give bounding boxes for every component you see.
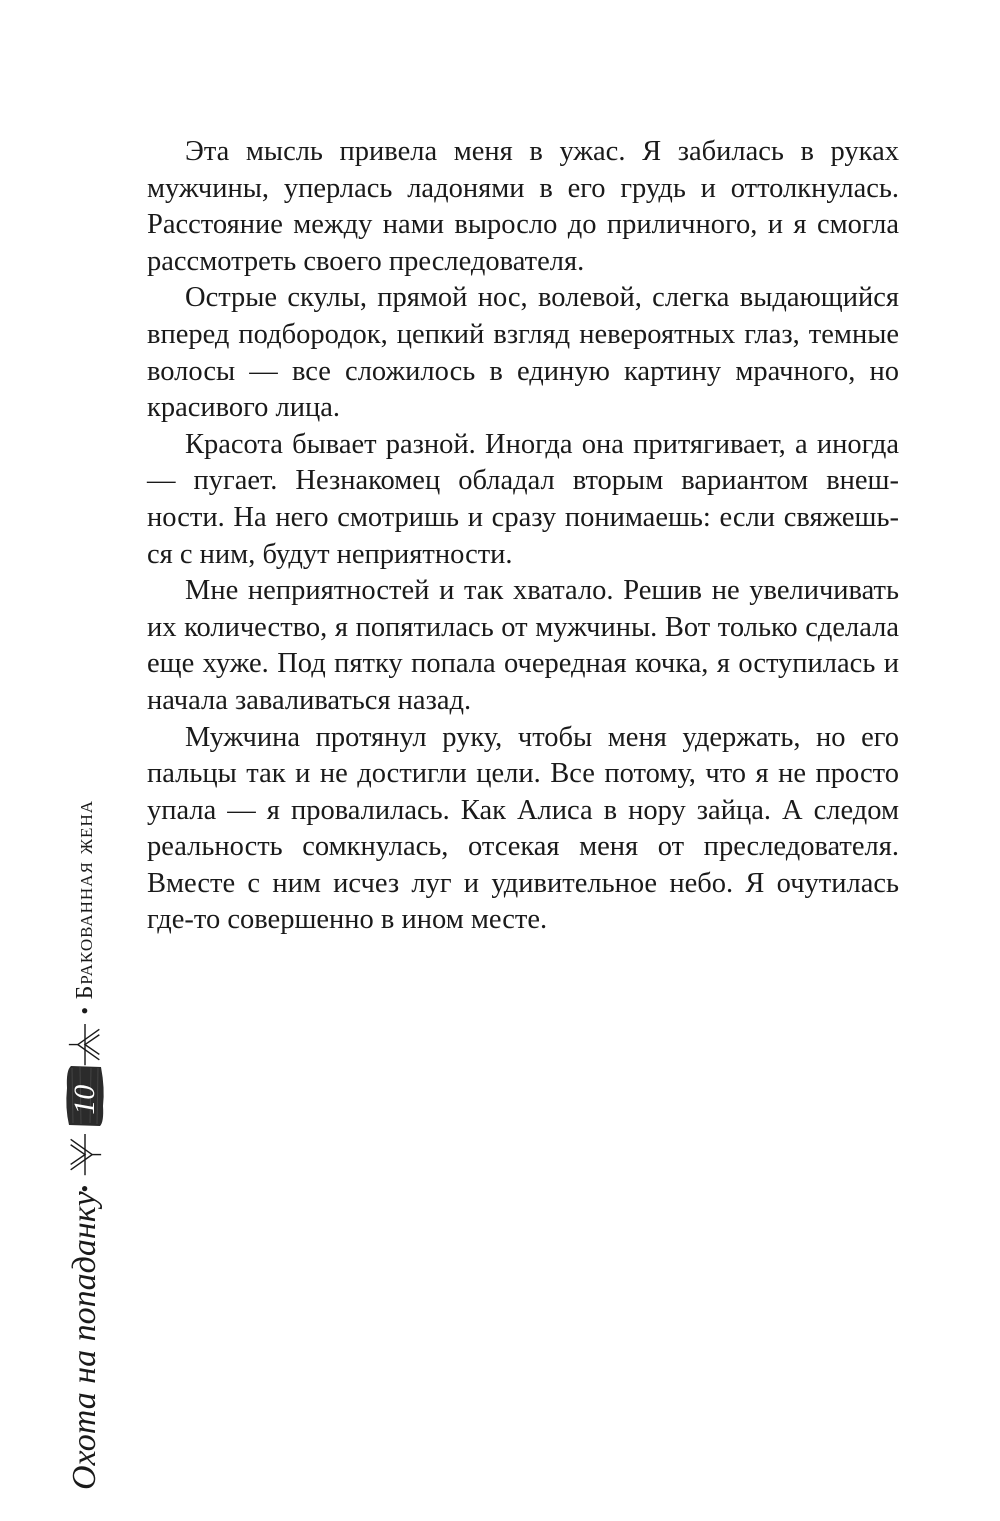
page-number: 10 [68,1084,101,1115]
book-title: Охота на попаданку [66,1191,103,1490]
running-header [40,800,130,1490]
paragraph-3: Красота бывает разной. Иногда она притягивает, а иногда — пугает. Незнакомец обладал вторым вариантом внешности. На него смотришь и сразу понимаешь: если свяжешься с ним, будут неприятности. [147,428,899,570]
ornament-right-icon [63,1022,107,1067]
page-number-badge [63,1071,107,1128]
chapter-title: Бракованная жена [71,800,98,1000]
ornament-left-icon [63,1132,107,1177]
body-text [147,134,899,939]
paragraph-4: Мне неприятностей и так хватало. Решив не увеличивать их количество, я попятилась от мужчины. Вот только сделала еще хуже. Под пятку попала очередная кочка, я оступилась и начала заваливаться назад. [147,575,899,716]
paragraph-2: Острые скулы, прямой нос, волевой, слегка выдающийся вперед подбородок, цепкий взгляд невероятных глаз, темные волосы — все сложилось в единую картину мрачного, но красивого лица. [147,282,899,424]
paragraph-5: Мужчина протянул руку, чтобы меня удержать, но его пальцы так и не достигли цели. Все потому, что я не просто упала — я провалилась. Как Алиса в нору зайца. А следом реальность сомкнулась, отсекая меня от преследователя. Вместе с ним исчез луг и удивительное небо. Я очутилась где-то совершенно в ином месте. [147,721,899,936]
paragraph-1: Эта мысль привела меня в ужас. Я забилась в руках мужчины, уперлась ладонями в его грудь и оттолкнулась. Расстояние между нами выросло до приличного, и я смогла рассмотреть своего преследователя. [147,136,899,277]
running-header-rotated [40,800,130,1490]
separator-bullet-right: • [72,1006,97,1015]
separator-bullet-left: • [72,1184,97,1193]
